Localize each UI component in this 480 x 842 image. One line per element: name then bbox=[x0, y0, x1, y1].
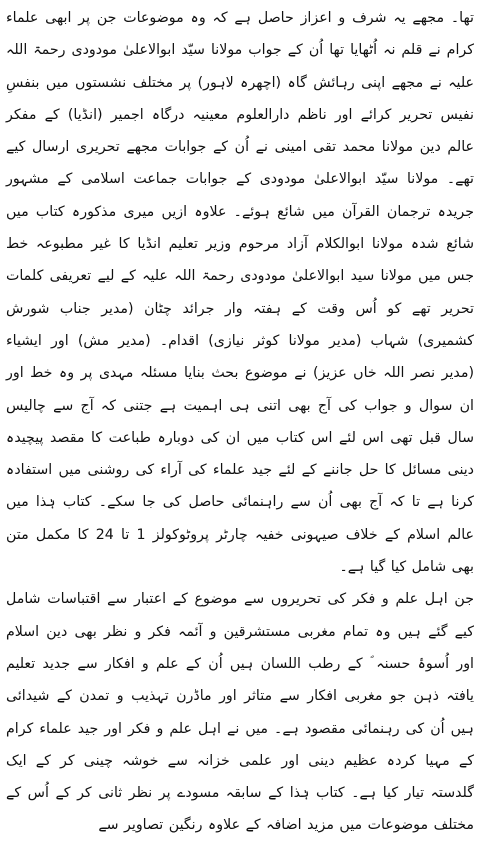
paragraph-2: جن اہل علم و فکر کی تحریروں سے موضوع کے اعتبار سے اقتباسات شامل کیے گئے ہیں وہ تمام مغربی مستشرقین و آئمہ فکر و نظر بھی دین اسلام اور اُسوۂ حسنہ ؐ کے رطب اللسان ہیں اُن کے علم و افکار سے جدید تعلیم یافتہ ذہن جو مغربی افکار سے متاثر اور ماڈرن تہذیب و تمدن کے شیدائی ہیں اُن کی رہنمائی مقصود ہے۔ میں نے اہل علم و فکر اور جید علماء کرام کے مہیا کردہ عظیم دینی اور علمی خزانہ سے خوشہ چینی کر کے ایک گلدستہ تیار کیا ہے۔ کتاب ہٰذا کے سابقہ مسودے پر نظر ثانی کر کے اُس کے مختلف موضوعات میں مزید اضافہ کے علاوہ رنگین تصاویر سے bbox=[6, 591, 474, 834]
paragraph-1: تھا۔ مجھے یہ شرف و اعزاز حاصل ہے کہ وہ موضوعات جن پر ابھی علماء کرام نے قلم نہ اُٹھایا تھا اُن کے جواب مولانا سیّد ابوالاعلیٰ مودودی رحمۃ اللہ علیہ نے مجھے اپنی رہائش گاہ (اچھرہ لاہور) پر مختلف نشستوں میں بنفسِ نفیس تحریر کرائے اور ناظم دارالعلوم معینیہ درگاہ اجمیر (انڈیا) کے مفکر عالم دین مولانا محمد تقی امینی نے اُن کے جوابات مجھے تحریری ارسال کیے تھے۔ مولانا سیّد ابوالاعلیٰ مودودی کے جوابات جماعت اسلامی کے مشہور جریدہ ترجمان القرآن میں شائع ہوئے۔ علاوہ ازیں میری مذکورہ کتاب میں شائع شدہ مولانا ابوالکلام آزاد مرحوم وزیر تعلیم انڈیا کا غیر مطبوعہ خط جس میں مولانا سید ابوالاعلیٰ مودودی رحمۃ اللہ علیہ کے لیے تعریفی کلمات تحریر تھے کو اُس وقت کے ہفتہ وار جرائد چٹان (مدیر جناب شورش کشمیری) شہاب (مدیر مولانا کوثر نیازی) اقدام۔ (مدیر مش) اور ایشیاء (مدیر نصر اللہ خاں عزیز) نے موضوع بحث بنایا مسئلہ مہدی پر وہ خط اور ان سوال و جواب کی آج بھی اتنی ہی اہمیت ہے جتنی کہ آج سے چالیس سال قبل تھی اس لئے اس کتاب میں ان کی دوبارہ طباعت کا مقصد پیچیدہ دینی مسائل کا حل جاننے کے لئے جید علماء کی آراء کی روشنی میں استفادہ کرنا ہے تا کہ آج بھی اُن سے راہنمائی حاصل کی جا سکے۔ کتاب ہٰذا میں عالم اسلام کے خلاف صیہونی خفیہ چارٹر پروٹوکولز 1 تا 24 کا مکمل متن بھی شامل کیا گیا ہے۔ bbox=[6, 10, 474, 576]
